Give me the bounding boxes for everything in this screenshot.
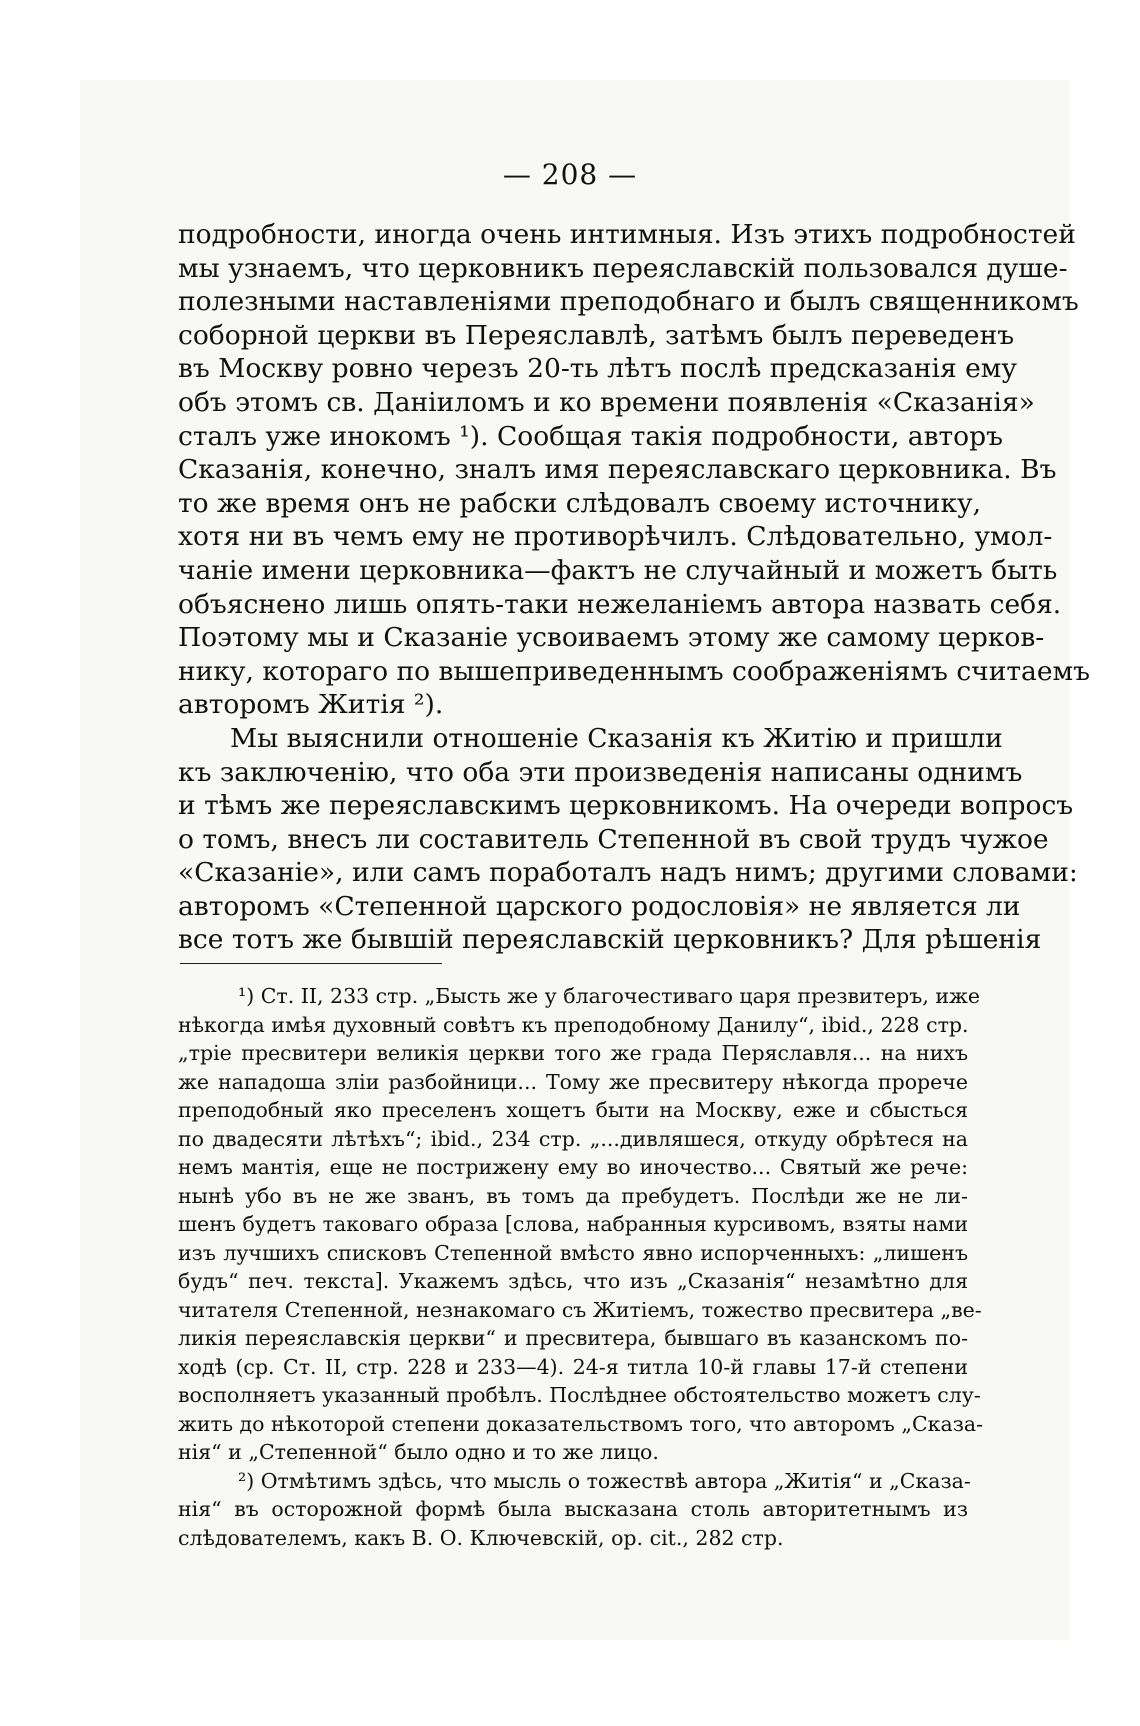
footnote-line: ликія переяславскія церкви“ и пресвитера, бывшаго въ казанскомъ по- (178, 1326, 968, 1350)
footnote-line: шенъ будетъ таковаго образа [слова, набранныя курсивомъ, взяты нами (178, 1212, 968, 1236)
text-line: авторомъ «Степенной царского родословія» не является ли (178, 890, 1021, 922)
text-line: мы узнаемъ, что церковникъ переяславскій пользовался душе- (178, 252, 1068, 284)
footnote-line: нынѣ убо въ не же званъ, въ томъ да пребудетъ. Послѣди же не ли- (178, 1183, 968, 1208)
footnotes (178, 982, 984, 1552)
footnote-line: жить до нѣкоторой степени доказательствомъ того, что авторомъ „Сказа- (178, 1411, 984, 1436)
text-line: то же время онъ не рабски слѣдовалъ своему источнику, (178, 487, 982, 519)
main-text (178, 218, 1090, 957)
footnote-line: нія“ въ осторожной формѣ была высказана столь авторитетнымъ из (178, 1497, 968, 1521)
footnote-line: ходѣ (ср. Ст. II, стр. 228 и 233—4). 24-я титла 10-й главы 17-й степени (178, 1354, 968, 1379)
footnote-line: изъ лучшихъ списковъ Степенной вмѣсто явно испорченныхъ: „лишенъ (178, 1240, 968, 1265)
footnote-line: будъ“ печ. текста]. Укажемъ здѣсь, что изъ „Сказанія“ незамѣтно для (178, 1269, 968, 1293)
text-line: хотя ни въ чемъ ему не противорѣчилъ. Слѣдовательно, умол- (178, 521, 1053, 553)
footnote-separator (180, 963, 442, 964)
footnote-line: же нападоша зліи разбойници... Тому же пресвитеру нѣкогда прорече (178, 1069, 968, 1094)
text-line: полезными наставленіями преподобнаго и былъ священникомъ (178, 286, 1079, 318)
text-line: соборной церкви въ Переяславлѣ, затѣмъ былъ переведенъ (178, 319, 1015, 351)
footnote-line: по двадесяти лѣтѣхъ“; ibid., 234 стр. „...дивляшеся, откуду обрѣтеся на (178, 1126, 968, 1151)
text-line: чаніе имени церковника—фактъ не случайный и можетъ быть (178, 554, 1058, 586)
text-line: Сказанія, конечно, зналъ имя переяславскаго церковника. Въ (178, 454, 1057, 486)
text-line: въ Москву ровно черезъ 20-ть лѣтъ послѣ предсказанія ему (178, 353, 1017, 385)
text-line: сталъ уже инокомъ ¹). Сообщая такія подробности, авторъ (178, 420, 1003, 452)
text-line: объ этомъ св. Даніиломъ и ко времени появленія «Сказанія» (178, 386, 1035, 418)
text-line: «Сказаніе», или самъ поработалъ надъ нимъ; другими словами: (178, 857, 1078, 889)
footnote-line: восполняетъ указанный пробѣлъ. Послѣднее обстоятельство можетъ слу- (178, 1383, 981, 1407)
text-line: нику, котораго по вышеприведеннымъ соображеніямъ считаемъ (178, 655, 1090, 687)
text-line: Поэтому мы и Сказаніе усвоиваемъ этому же самому церков- (178, 622, 1045, 654)
page-number: — 208 — (502, 158, 638, 191)
footnote-line: читателя Степенной, незнакомаго съ Житіемъ, тожество пресвитера „ве- (178, 1297, 982, 1322)
text-line: Мы выяснили отношеніе Сказанія къ Житію и пришли (230, 722, 1003, 754)
footnote-line: слѣдователемъ, какъ В. О. Ключевскій, ор. cit., 282 стр. (178, 1525, 784, 1550)
footnote-line: нія“ и „Степенной“ было одно и то же лицо. (178, 1440, 659, 1464)
footnote-line: немъ мантія, еще не пострижену ему во иночество... Святый же рече: (178, 1155, 968, 1179)
text-line: и тѣмъ же переяславскимъ церковникомъ. На очереди вопросъ (178, 790, 1074, 822)
footnote-line: нѣкогда имѣя духовный совѣтъ къ преподобному Данилу“, ibid., 228 стр. (178, 1012, 969, 1037)
text-line: объяснено лишь опять-таки нежеланіемъ автора назвать себя. (178, 588, 1062, 620)
footnote-line: ²) Отмѣтимъ здѣсь, что мысль о тожествѣ автора „Житія“ и „Сказа- (238, 1468, 971, 1493)
footnote-line: ¹) Ст. II, 233 стр. „Бысть же у благочестиваго царя презвитеръ, иже (238, 984, 981, 1008)
text-line: авторомъ Житія ²). (178, 689, 444, 721)
footnote-line: преподобный яко преселенъ хощетъ быти на Москву, еже и сбысться (178, 1098, 968, 1122)
footnote-line: „тріе пресвитери великія церкви того же града Перяславля... на нихъ (178, 1041, 968, 1065)
text-line: о томъ, внесъ ли составитель Степенной въ свой трудъ чужое (178, 823, 1049, 855)
text-line: къ заключенію, что оба эти произведенія написаны однимъ (178, 756, 1023, 788)
text-line: все тотъ же бывшій переяславскій церковникъ? Для рѣшенія (178, 924, 1042, 956)
text-line: подробности, иногда очень интимныя. Изъ этихъ подробностей (178, 219, 1076, 250)
